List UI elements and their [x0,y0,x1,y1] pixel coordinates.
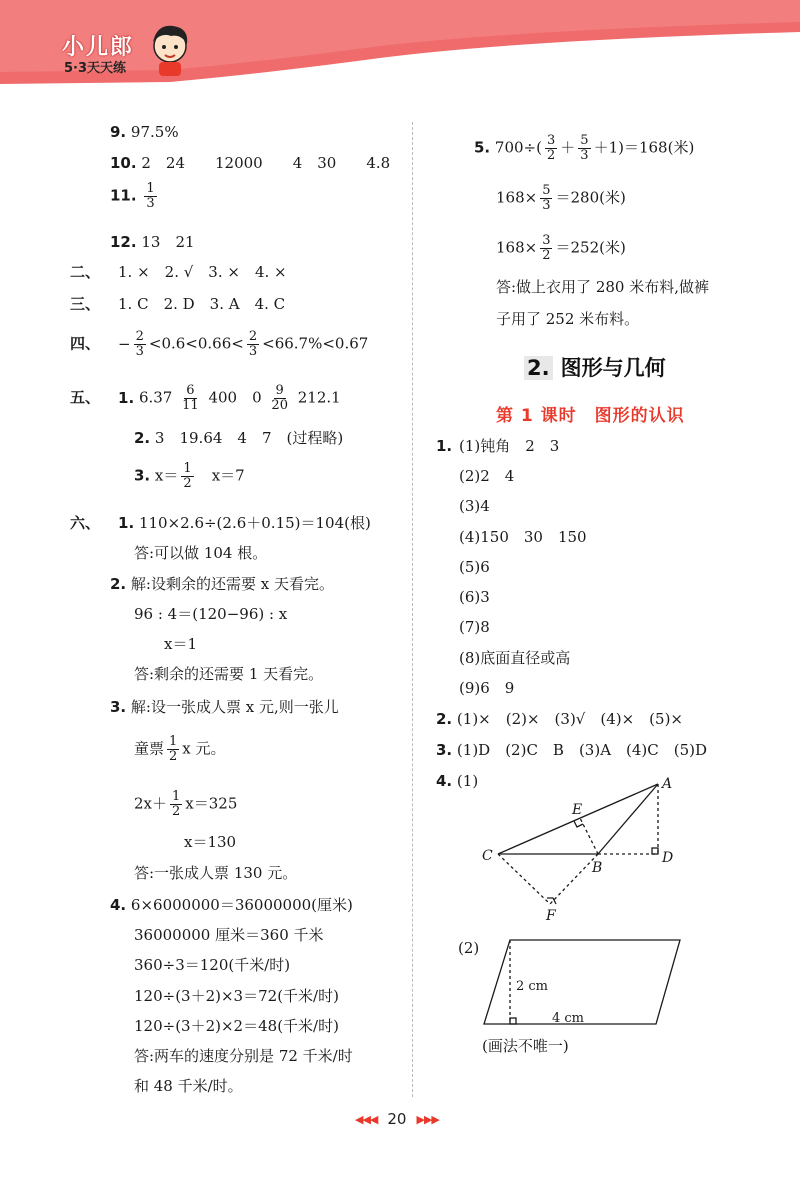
section-4-answers: 四、 − $\frac{2}{3}$ <0.6<0.66< $\frac{2}{3}$ <66.7%<0.67 [70,329,369,359]
g3-answer: 3. (1)D (2)C B (3)A (4)C (5)D [436,741,708,759]
segment-cf [498,854,550,904]
q5-line3: 168× $\frac{3}{2}$ ＝252(米) [496,233,626,263]
lesson-title: 第 1 课时 图形的认识 [496,406,685,426]
section-6-q4-line1: 4. 6×6000000＝36000000(厘米) [110,896,353,914]
section-6-q4-line2: 36000000 厘米＝360 千米 [134,926,324,944]
g1-line: (4)150 30 150 [459,528,587,546]
section-6-q2-line4: 答:剩余的还需要 1 天看完。 [134,665,324,683]
section-6-q4-line6: 答:两车的速度分别是 72 千米/时 [134,1047,353,1065]
g1-number: 1. [436,437,453,455]
g1-line: (5)6 [459,558,490,576]
label-b: B [592,860,603,876]
g1-line: (3)4 [459,497,490,515]
q11-answer: 11. $\frac{1}{3}$ [110,181,155,211]
q12-answer: 12. 13 21 [110,233,195,251]
section-6-q3-line4: x＝130 [184,833,237,851]
section-6-q4-line4: 120÷(3＋2)×3＝72(千米/时) [134,987,339,1005]
g4-part2: (2) [458,939,480,957]
section-6-q1-line2: 答:可以做 104 根。 [134,544,268,562]
section-6-q2-line2: 96 : 4＝(120−96) : x [134,605,288,623]
section-6-q4-line3: 360÷3＝120(千米/时) [134,956,291,974]
section-3-answers: 三、 1. C 2. D 3. A 4. C [70,295,286,313]
base-label: 4 cm [552,1011,585,1026]
right-angle-d [652,848,658,854]
mascot-icon [145,18,195,78]
g1-line: (6)3 [459,588,490,606]
section-6-q1-line1: 六、 1. 110×2.6÷(2.6＋0.15)＝104(根) [70,514,371,532]
section-6-q3-line2: 童票 $\frac{1}{2}$ x 元。 [134,734,226,764]
section-5-q1: 五、 1. 6.37 $\frac{6}{11}$ 400 0 $\frac{9}{20}$ 212.1 [70,383,341,413]
section-6-q3-line5: 答:一张成人票 130 元。 [134,864,298,882]
section-title: 2. 图形与几何 [524,352,666,382]
page-footer [355,1110,439,1128]
q5-line5: 子用了 252 米布料。 [496,310,640,328]
q5-line4: 答:做上衣用了 280 米布料,做裤 [496,278,709,296]
height-label: 2 cm [516,979,549,994]
section-5-q3: 3. x＝ $\frac{1}{2}$ x＝7 [134,461,245,491]
column-divider [412,122,413,1097]
g1-line: (8)底面直径或高 [459,649,571,667]
section-5-q2: 2. 3 19.64 4 7 (过程略) [134,429,344,447]
q5-line1: 5. 700÷( $\frac{3}{2}$ ＋ $\frac{5}{3}$ ＋1)＝168(米) [474,133,695,163]
label-a: A [662,776,673,792]
section-6-q4-line7: 和 48 千米/时。 [134,1077,243,1095]
right-angle-mark [510,1018,516,1024]
section-6-q2-line1: 2. 解:设剩余的还需要 x 天看完。 [110,575,334,593]
section-6-q3-line1: 3. 解:设一张成人票 x 元,则一张儿 [110,698,339,716]
label-d: D [662,850,674,866]
g1-line: (7)8 [459,618,490,636]
brand-logo-text: 小儿郎 [62,35,135,60]
g1-line: (9)6 9 [459,679,515,697]
segment-ca [498,784,658,854]
label-c: C [482,848,493,864]
next-arrows-icon: ▶▶▶ [416,1112,439,1126]
segment-ba [598,784,658,854]
g1-line: (1)钝角 2 3 [459,437,560,455]
prev-arrows-icon: ◀◀◀ [355,1112,378,1126]
g4-part1: 4. (1) [436,772,479,790]
q10-answer: 10. 2 24 12000 4 30 4.8 [110,154,391,172]
label-e: E [572,802,583,818]
series-name: 5·3天天练 [64,61,127,76]
label-f: F [546,908,556,924]
segment-bf [550,854,598,904]
section-6-q4-line5: 120÷(3＋2)×2＝48(千米/时) [134,1017,339,1035]
section-2-answers: 二、 1. × 2. √ 3. × 4. × [70,263,287,281]
g2-answer: 2. (1)× (2)× (3)√ (4)× (5)× [436,710,683,728]
triangle-figure [478,772,698,924]
section-6-q2-line3: x＝1 [164,635,198,653]
segment-be [580,818,598,854]
q9-answer: 9. 97.5% [110,123,179,141]
drawing-note: (画法不唯一) [482,1037,569,1055]
q5-line2: 168× $\frac{5}{3}$ ＝280(米) [496,183,626,213]
g1-line: (2)2 4 [459,467,515,485]
page-number: 20 [387,1110,407,1128]
section-6-q3-line3: 2x＋ $\frac{1}{2}$ x＝325 [134,789,238,819]
parallelogram-figure [480,934,686,1030]
